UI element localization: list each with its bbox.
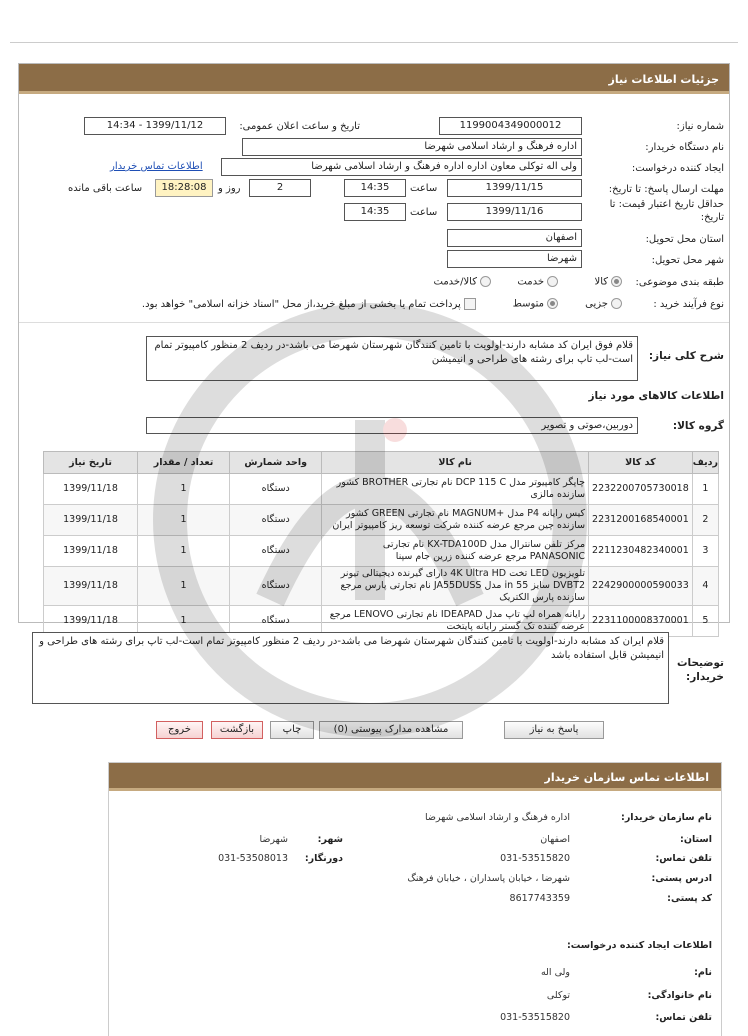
cell-qty: 1 [138, 536, 230, 567]
validity-date-field[interactable]: 1399/11/16 [447, 203, 582, 221]
category-service-option[interactable]: خدمت [517, 276, 558, 288]
contact-org-value: اداره فرهنگ و ارشاد اسلامی شهرضا [424, 812, 570, 823]
contact-postal-label: کد پستی: [667, 893, 712, 904]
remaining-label: ساعت باقی مانده [68, 183, 143, 194]
radio-icon[interactable] [611, 298, 622, 309]
col-code: کد کالا [589, 452, 693, 474]
treasury-payment-option[interactable]: پرداخت تمام یا بخشی از مبلغ خرید،از محل "اسناد خزانه اسلامی" خواهد بود. [142, 298, 476, 310]
col-index: ردیف [692, 452, 718, 474]
col-qty: تعداد / مقدار [138, 452, 230, 474]
category-label: طبقه بندی موضوعی: [635, 277, 724, 288]
cell-code: 2211230482340001 [589, 536, 693, 567]
reply-hour-label: ساعت [410, 183, 438, 194]
cell-index: 3 [692, 536, 718, 567]
radio-icon[interactable] [547, 276, 558, 287]
category-goods-option[interactable]: کالا [594, 276, 622, 288]
price-validity-label: حداقل تاریخ اعتبار قیمت: تا [609, 199, 724, 210]
announce-datetime-field[interactable]: 1399/11/12 - 14:34 [84, 117, 226, 135]
need-number-field[interactable]: 1199004349000012 [439, 117, 582, 135]
creator-family-label: نام خانوادگی: [647, 990, 712, 1001]
city-field[interactable]: شهرضا [447, 250, 582, 268]
cell-unit: دستگاه [230, 567, 322, 606]
divider [19, 322, 729, 323]
validity-hour-label: ساعت [410, 207, 438, 218]
process-medium-option[interactable]: متوسط [513, 298, 558, 310]
price-validity-label-2: تاریخ: [700, 212, 724, 223]
creator-name-label: نام: [694, 967, 712, 978]
cell-qty: 1 [138, 505, 230, 536]
cell-index: 2 [692, 505, 718, 536]
contact-fax-label: دورنگار: [304, 853, 343, 864]
cell-name: مرکز تلفن سانترال مدل KX-TDA100D نام تجارتی PANASONIC مرجع عرضه کننده زرین جام سپنا [322, 536, 589, 567]
exit-button[interactable]: خروج [156, 721, 203, 739]
cell-date: 1399/11/18 [44, 474, 138, 505]
buyer-org-field[interactable]: اداره فرهنگ و ارشاد اسلامی شهرضا [242, 138, 582, 156]
contact-fax-value: 031-53508013 [218, 853, 288, 864]
creator-field[interactable]: ولی اله توکلی معاون اداره اداره فرهنگ و ارشاد اسلامی شهرضا [221, 158, 582, 176]
cell-code: 2231200168540001 [589, 505, 693, 536]
category-goods-service-option[interactable]: کالا/خدمت [434, 276, 492, 288]
table-row[interactable] [44, 474, 719, 505]
cell-date: 1399/11/18 [44, 605, 138, 636]
table-row[interactable] [44, 505, 719, 536]
reply-date-field[interactable]: 1399/11/15 [447, 179, 582, 197]
top-divider [10, 42, 738, 43]
summary-label: شرح کلی نیاز: [648, 350, 724, 362]
contact-phone-label: تلفن تماس: [655, 853, 712, 864]
buyer-notes-label-2: خریدار: [686, 671, 724, 683]
countdown-field: 18:28:08 [155, 179, 213, 197]
days-and-label: روز و [218, 183, 241, 194]
cell-name: کیس رایانه P4 مدل +MAGNUM نام تجارتی GREEN کشور سازنده چین مرجع عرضه کننده شرکت توسعه ریز کامپیوتر ایران [322, 505, 589, 536]
cell-code: 2242900000590033 [589, 567, 693, 606]
creator-phone-label: تلفن تماس: [655, 1012, 712, 1023]
city-label: شهر محل تحویل: [651, 255, 724, 266]
contact-card-title: اطلاعات تماس سازمان خریدار [109, 763, 721, 791]
contact-province-value: اصفهان [540, 834, 570, 845]
radio-selected-icon[interactable] [547, 298, 558, 309]
cell-unit: دستگاه [230, 605, 322, 636]
cell-index: 1 [692, 474, 718, 505]
cell-unit: دستگاه [230, 536, 322, 567]
reply-button[interactable]: پاسخ به نیاز [504, 721, 604, 739]
contact-phone-value: 031-53515820 [500, 853, 570, 864]
cell-name: تلویزیون LED تخت 4K Ultra HD دارای گیرنده دیجیتالی تیونر DVBT2 سایز 55 in مدل JA55DUSS نام تجارتی پارس مرجع سازنده پارس الکتریک [322, 567, 589, 606]
cell-date: 1399/11/18 [44, 505, 138, 536]
announce-datetime-label: تاریخ و ساعت اعلان عمومی: [239, 121, 360, 132]
contact-address-label: ادرس پستی: [651, 873, 712, 884]
need-number-label: شماره نیاز: [676, 121, 724, 132]
cell-unit: دستگاه [230, 505, 322, 536]
goods-group-label: گروه کالا: [672, 420, 724, 432]
table-header-row [44, 452, 719, 474]
contact-address-value: شهرضا ، خیابان پاسداران ، خیابان فرهنگ [407, 873, 570, 884]
creator-family-value: توکلی [546, 990, 570, 1001]
cell-unit: دستگاه [230, 474, 322, 505]
contact-card [108, 762, 722, 1036]
cell-qty: 1 [138, 474, 230, 505]
contact-org-label: نام سازمان خریدار: [621, 812, 712, 823]
back-button[interactable]: بازگشت [211, 721, 263, 739]
contact-province-label: استان: [680, 834, 712, 845]
table-row[interactable] [44, 567, 719, 606]
reply-time-field[interactable]: 14:35 [344, 179, 406, 197]
goods-info-title: اطلاعات کالاهای مورد نیاز [588, 390, 724, 402]
cell-date: 1399/11/18 [44, 567, 138, 606]
col-unit: واحد شمارش [230, 452, 322, 474]
province-field[interactable]: اصفهان [447, 229, 582, 247]
radio-icon[interactable] [480, 276, 491, 287]
checkbox-icon[interactable] [464, 298, 476, 310]
cell-name: چاپگر کامپیوتر مدل DCP 115 C نام تجارتی BROTHER کشور سازنده مالزی [322, 474, 589, 505]
goods-group-field[interactable]: دوربین،صوتی و تصویر [146, 417, 638, 434]
validity-time-field[interactable]: 14:35 [344, 203, 406, 221]
contact-city-label: شهر: [317, 834, 343, 845]
cell-index: 5 [692, 605, 718, 636]
radio-selected-icon[interactable] [611, 276, 622, 287]
panel-title: جزئیات اطلاعات نیاز [19, 64, 729, 94]
creator-label: ایجاد کننده درخواست: [631, 163, 724, 174]
cell-qty: 1 [138, 567, 230, 606]
cell-code: 2232200705730018 [589, 474, 693, 505]
attachments-button[interactable]: مشاهده مدارک پیوستی (0) [319, 721, 463, 739]
creator-info-title: اطلاعات ایجاد کننده درخواست: [566, 940, 712, 951]
buyer-contact-link[interactable]: اطلاعات تماس خریدار [110, 161, 203, 172]
buyer-notes-label: توضیحات [676, 657, 724, 669]
province-label: استان محل تحویل: [645, 234, 724, 245]
buyer-notes-field[interactable]: قلام ایران کد مشابه دارند-اولویت با تامین کنندگان شهرستان شهرضا می باشد-در ردیف 2 منظور کامپیوتر تمام است-لب تاپ برای رشته های طراحی و انیمیشن قابل استفاده باشد [32, 632, 669, 704]
remaining-days-field[interactable]: 2 [249, 179, 311, 197]
cell-index: 4 [692, 567, 718, 606]
reply-deadline-label: مهلت ارسال پاسخ: تا تاریخ: [608, 184, 724, 195]
creator-phone-value: 031-53515820 [500, 1012, 570, 1023]
cell-code: 2231100008370001 [589, 605, 693, 636]
contact-postal-value: 8617743359 [509, 893, 570, 904]
contact-city-value: شهرضا [259, 834, 288, 845]
buyer-org-label: نام دستگاه خریدار: [645, 142, 724, 153]
print-button[interactable]: چاپ [270, 721, 314, 739]
goods-table [43, 451, 719, 637]
table-row[interactable] [44, 536, 719, 567]
cell-date: 1399/11/18 [44, 536, 138, 567]
col-name: نام کالا [322, 452, 589, 474]
col-date: تاریخ نیاز [44, 452, 138, 474]
creator-name-value: ولی اله [540, 967, 570, 978]
summary-field[interactable]: قلام فوق ایران کد مشابه دارند-اولویت با تامین کنندگان شهرستان شهرضا می باشد-در ردیف 2 منظور کامپیوتر تمام است-لب تاپ برای رشته های طراحی و انیمیشن [146, 336, 638, 381]
cell-qty: 1 [138, 605, 230, 636]
cell-name: رایانه همراه لپ تاپ مدل IDEAPAD نام تجارتی LENOVO مرجع عرضه کننده تک گستر رایانه پایتخت [322, 605, 589, 636]
process-partial-option[interactable]: جزیی [585, 298, 622, 310]
process-label: نوع فرآیند خرید : [653, 299, 724, 310]
